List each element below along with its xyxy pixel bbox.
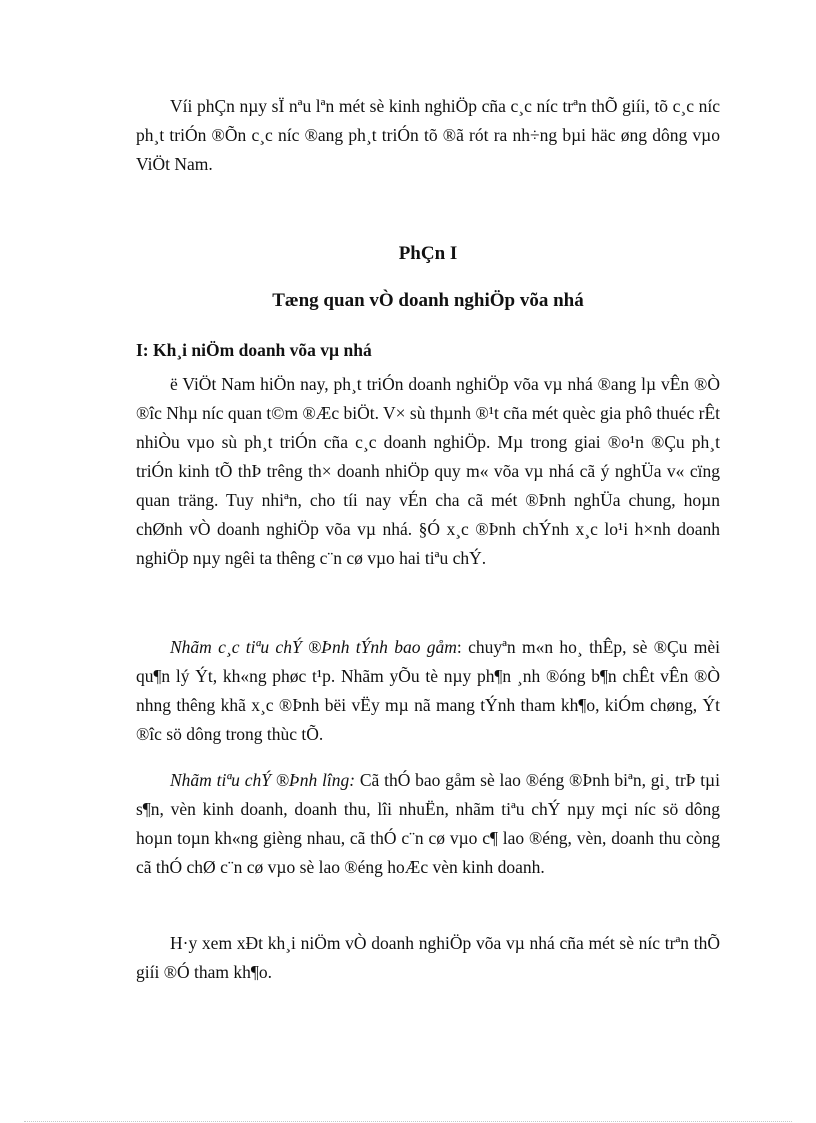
intro-paragraph: Víi phÇn nµy sÏ nªu lªn mét sè kinh nghiÖp cña c¸c níc trªn thÕ giíi, tõ c¸c níc ph¸t triÓn ®Õn c¸c níc ®ang ph¸t triÓn tõ ®ã rót ra nh÷ng bµi häc øng dông vµo ViÖt Nam. <box>136 96 720 174</box>
section-heading: I: Kh¸i niÖm doanh võa vµ nhá <box>136 340 372 360</box>
part-subtitle: Tæng quan vÒ doanh nghiÖp võa nhá <box>272 290 584 311</box>
qualitative-criteria-lead: Nhãm c¸c tiªu chÝ ®Þnh tÝnh bao gåm <box>170 637 457 657</box>
quantitative-criteria-body: Cã thÓ bao gåm sè lao ®éng ®Þnh biªn, gi¸ trÞ tµi s¶n, vèn kinh doanh, doanh thu, lîi nhuËn, nhãm tiªu chÝ nµy mçi níc sö dông hoµn toµn kh«ng gièng nhau, cã thÓ c¨n cø vµo c¶ lao ®éng, vèn, doanh thu còng cã thÓ chØ c¨n cø vµo sè lao ®éng hoÆc vèn kinh doanh. <box>136 770 721 877</box>
paragraph-qualitative-criteria <box>136 633 720 749</box>
quantitative-criteria-lead: Nhãm tiªu chÝ ®Þnh lîng: <box>170 770 356 790</box>
paragraph-overview: ë ViÖt Nam hiÖn nay, ph¸t triÓn doanh nghiÖp võa vµ nhá ®ang lµ vÊn ®Ò ®îc Nhµ níc quan t©m ®Æc biÖt. V× sù thµnh ®¹t cña mét quèc gia phô thuéc rÊt nhiÒu vµo sù ph¸t triÓn cña c¸c doanh nghiÖp. Mµ trong giai ®o¹n ®Çu ph¸t triÓn kinh tÕ thÞ trêng th× doanh nhiÖp quy m« võa vµ nhá cã ý nghÜa v« cïng quan träng. Tuy nhiªn, cho tíi nay vÉn cha cã mét ®Þnh nghÜa chung, hoµn chØnh vÒ doanh nghiÖp võa vµ nhá. §Ó x¸c ®Þnh chÝnh x¸c lo¹i h×nh doanh nghiÖp nµy ngêi ta thêng c¨n cø vµo hai tiªu chÝ. <box>136 374 720 568</box>
paragraph-quantitative-criteria <box>136 766 720 882</box>
paragraph-closing: H·y xem xÐt kh¸i niÖm vÒ doanh nghiÖp võa vµ nhá cña mét sè níc trªn thÕ giíi ®Ó tham kh¶o. <box>136 933 720 982</box>
page-bottom-rule <box>24 1121 792 1122</box>
part-title: PhÇn I <box>398 243 458 264</box>
qualitative-criteria-body: : chuyªn m«n ho¸ thÊp, sè ®Çu mèi qu¶n lý Ýt, kh«ng phøc t¹p. Nhãm yÕu tè nµy ph¶n ¸nh ®óng b¶n chÊt vÊn ®Ò nhng thêng khã x¸c ®Þnh bëi vËy mµ nã mang tÝnh tham kh¶o, kiÓm chøng, Ýt ®îc sö dông trong thùc tÕ. <box>136 637 720 744</box>
